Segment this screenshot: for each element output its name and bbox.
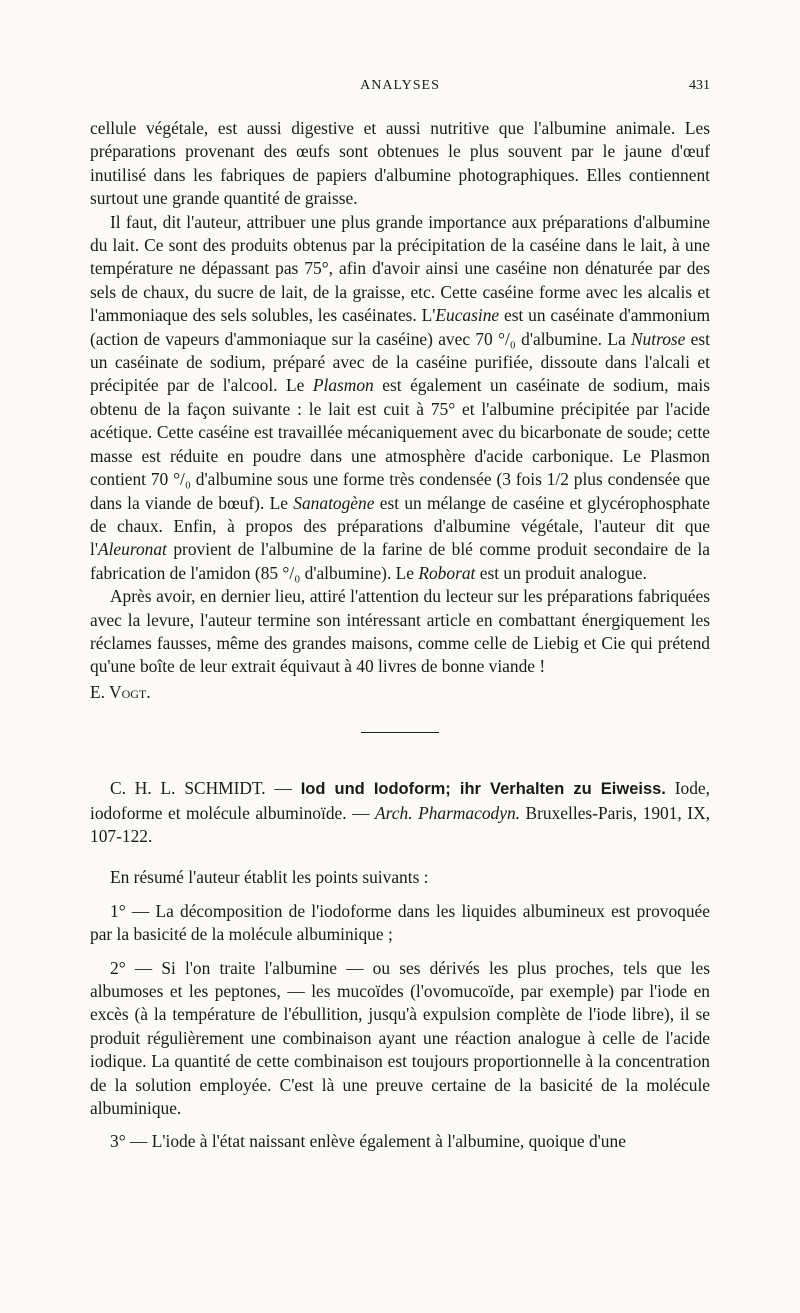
section-divider bbox=[361, 732, 439, 733]
page-body bbox=[90, 117, 710, 1154]
text-run: provient de l'albumine de la farine de blé comme produit secondaire de la fabrication de l'amidon (85 °/₀ d'albumine). Le bbox=[90, 539, 710, 583]
entry-author: C. H. L. SCHMIDT. — bbox=[110, 778, 301, 799]
entry-translation: Iode, iodoforme et molécule albuminoïde. — bbox=[90, 778, 710, 823]
entry-title: Iod und Iodoform; ihr Verhalten zu Eiweiss. bbox=[300, 780, 666, 799]
text-run: est également un caséinate de sodium, mais obtenu de la façon suivante : le lait est cuit à 75° et l'albumine précipitée par l'acide acétique. Cette caséine est travaillée mécaniquement avec du bicarbonate de soude; cette masse est réduite en poudre dans une atmosphère d'acide carbonique. Le Plasmon contient 70 °/₀ d'albumine sous une forme très condensée (3 fois 1/2 plus condensée que dans la viande de bœuf). Le bbox=[90, 375, 710, 513]
product-name: Nutrose bbox=[630, 328, 686, 349]
product-name: Aleuronat bbox=[97, 539, 167, 560]
paragraph-3: Après avoir, en dernier lieu, attiré l'attention du lecteur sur les préparations fabriquées avec la levure, l'auteur termine son intéressant article en combattant énergiquement les réclames fausses, même des grandes maisons, comme celle de Liebig et Cie qui prétend qu'une boîte de leur extrait équivaut à 40 livres de bonne viande ! bbox=[90, 586, 710, 677]
signature: E. Vogt. bbox=[90, 681, 151, 702]
product-name: Roborat bbox=[418, 562, 476, 583]
text-run: est un caséinate de sodium, préparé avec de la caséine purifiée, dissoute dans l'alcali et précipitée par de l'alcool. Le bbox=[90, 328, 710, 396]
point-3: 3° — L'iode à l'état naissant enlève également à l'albumine, quoique d'une bbox=[110, 1131, 626, 1152]
text-run: est un mélange de caséine et glycérophosphate de chaux. Enfin, à propos des préparations d'albumine végétale, l'auteur dit que l' bbox=[90, 492, 710, 560]
text-run: Il faut, dit l'auteur, attribuer une plus grande importance aux préparations d'albumine du lait. Ce sont des produits obtenus par la précipitation de la caséine dans le lait, à une température ne dépassant pas 75°, afin d'avoir ainsi une caséine non dénaturée par des sels de chaux, du sucre de lait, de la graisse, etc. Cette caséine forme avec les alcalis et l'ammoniaque des sels solubles, les caséinates. L' bbox=[90, 211, 710, 326]
bibliographic-entry bbox=[90, 777, 710, 848]
paragraph-2 bbox=[90, 211, 710, 586]
point-2: 2° — Si l'on traite l'albumine — ou ses dérivés les plus proches, tels que les albumoses et les peptones, — les mucoïdes (l'ovomucoïde, par exemple) par l'iode en excès (à la température de l'ébullition, jusqu'à expulsion complète de l'iode libre), il se produit régulièrement une combinaison ayant une réaction analogue à celle de l'acide iodique. La quantité de cette combinaison est toujours proportionnelle à la concentration de la solution employée. C'est là une preuve certaine de la basicité de la molécule albuminique. bbox=[90, 957, 710, 1119]
page-header bbox=[90, 78, 710, 98]
entry-citation: Bruxelles-Paris, 1901, IX, 107-122. bbox=[90, 802, 710, 846]
text-run: est un caséinate d'ammonium (action de vapeurs d'ammoniaque sur la caséine) avec 70 °/₀ d'albumine. La bbox=[90, 305, 710, 349]
summary-intro: En résumé l'auteur établit les points suivants : bbox=[110, 867, 429, 888]
entry-journal: Arch. Pharmacodyn. bbox=[375, 802, 520, 823]
running-title: ANALYSES bbox=[360, 78, 440, 93]
product-name: Plasmon bbox=[312, 375, 374, 396]
product-name: Eucasine bbox=[435, 305, 500, 326]
point-1: 1° — La décomposition de l'iodoforme dans les liquides albumineux est provoquée par la basicité de la molécule albuminique ; bbox=[90, 900, 710, 945]
paragraph-1: cellule végétale, est aussi digestive et aussi nutritive que l'albumine animale. Les préparations provenant des œufs sont obtenues le plus souvent par le jaune d'œuf inutilisé dans les fabriques de papiers d'albumine photographiques. Elles contiennent surtout une grande quantité de graisse. bbox=[90, 118, 710, 209]
page-number: 431 bbox=[689, 78, 710, 93]
text-run: est un produit analogue. bbox=[475, 562, 647, 583]
product-name: Sanatogène bbox=[293, 492, 375, 513]
